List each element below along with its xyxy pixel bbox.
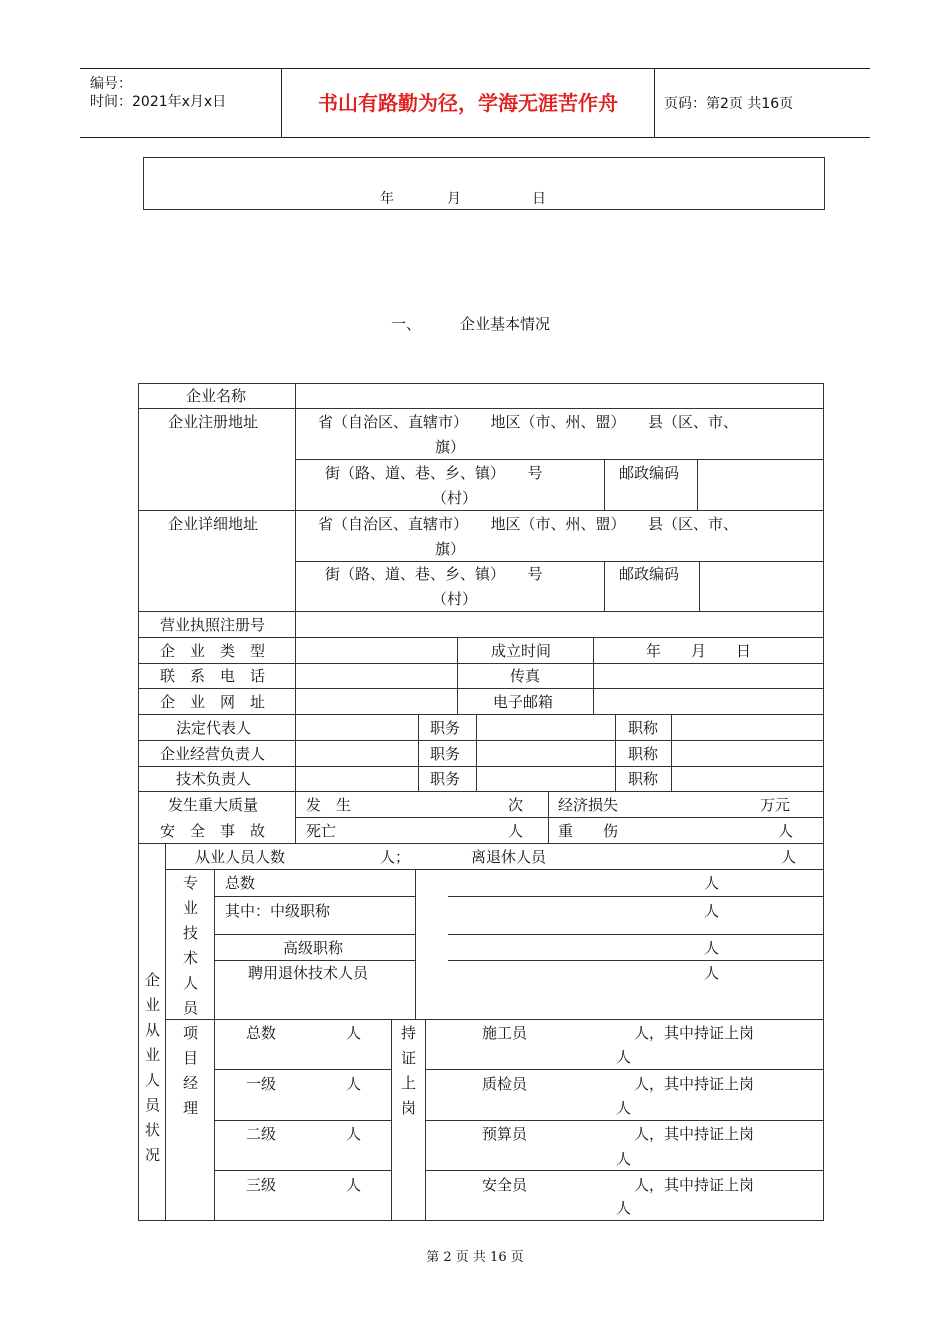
staff-count-label: 从业人员人数 [195, 848, 286, 866]
date-year: 年 [380, 191, 394, 207]
detail-address-line2a: 街（路、道、巷、乡、镇） 号 [325, 565, 543, 583]
pm-level2-unit: 人 [346, 1125, 362, 1143]
retired-label: 离退休人员 [471, 848, 547, 866]
page-header [80, 68, 870, 138]
qc-note-b: 人 [616, 1099, 632, 1117]
mid-title-label: 其中：中级职称 [225, 902, 331, 920]
safety-note-b: 人 [616, 1199, 632, 1217]
tech-total-label: 总数 [225, 874, 256, 892]
senior-title-unit: 人 [704, 939, 720, 957]
detail-address-line1a: 省（自治区、直辖市） 地区（市、州、盟） 县（区、市、 [318, 515, 739, 533]
accident-label-2: 安 全 事 故 [160, 822, 266, 840]
econ-loss-label: 经济损失 [558, 796, 619, 814]
occur-label: 发 生 [306, 796, 352, 814]
header-motto: 书山有路勤为径，学海无涯苦作舟 [318, 91, 618, 115]
tech-total-unit: 人 [704, 874, 720, 892]
detail-postcode-label: 邮政编码 [619, 565, 680, 583]
retired-tech-label: 聘用退休技术人员 [248, 964, 369, 982]
qc-label: 质检员 [482, 1075, 528, 1093]
staff-count-unit: 人； [380, 848, 411, 866]
page-footer: 第 2 页 共 16 页 [426, 1250, 524, 1265]
pm-level3-label: 三级 [246, 1176, 277, 1194]
staff-status-label: 企业从业人员状况 [145, 971, 161, 1164]
time-label: 时间：2021年x月x日 [90, 94, 227, 110]
reg-address-line2a: 街（路、道、巷、乡、镇） 号 [325, 464, 543, 482]
tech-manager-duty: 职务 [430, 770, 461, 788]
tech-staff-label: 专业技术人员 [183, 874, 199, 1017]
detail-address-line1b: 旗） [435, 540, 466, 558]
company-name-label: 企业名称 [186, 387, 247, 405]
section-number: 一、 [391, 315, 422, 333]
retired-tech-unit: 人 [704, 964, 720, 982]
biz-manager-title: 职称 [628, 745, 659, 763]
times-unit: 次 [508, 796, 524, 814]
biz-manager-duty: 职务 [430, 745, 461, 763]
established-ymd: 年 月 日 [646, 642, 752, 660]
company-info-table [138, 383, 824, 1221]
pm-level2-label: 二级 [246, 1125, 277, 1143]
pm-level1-label: 一级 [246, 1075, 277, 1093]
reg-postcode-label: 邮政编码 [619, 464, 680, 482]
established-label: 成立时间 [491, 642, 552, 660]
budgeter-note-b: 人 [616, 1150, 632, 1168]
mid-title-unit: 人 [704, 902, 720, 920]
license-no-label: 营业执照注册号 [160, 616, 266, 634]
detail-address-label: 企业详细地址 [168, 515, 259, 533]
reg-address-label: 企业注册地址 [168, 413, 259, 431]
reg-address-line2b: （村） [432, 489, 478, 507]
company-type-label: 企 业 类 型 [160, 642, 266, 660]
tech-manager-title: 职称 [628, 770, 659, 788]
constructor-label: 施工员 [482, 1024, 528, 1042]
legal-rep-title: 职称 [628, 719, 659, 737]
safety-label: 安全员 [482, 1176, 528, 1194]
wan-yuan-unit: 万元 [760, 796, 791, 814]
phone-label: 联 系 电 话 [160, 667, 266, 685]
date-month: 月 [447, 191, 461, 207]
serial-label: 编号： [90, 76, 132, 92]
legal-rep-label: 法定代表人 [176, 719, 252, 737]
email-label: 电子邮箱 [493, 693, 554, 711]
accident-label-1: 发生重大质量 [168, 796, 259, 814]
date-day: 日 [532, 191, 546, 207]
legal-rep-duty: 职务 [430, 719, 461, 737]
pm-level1-unit: 人 [346, 1075, 362, 1093]
page-info: 页码：第2页 共16页 [664, 96, 794, 112]
constructor-note-b: 人 [616, 1048, 632, 1066]
section-title: 企业基本情况 [460, 315, 551, 333]
serious-injury-label: 重 伤 [558, 822, 619, 840]
cert-post-label: 持证上岗 [401, 1024, 417, 1117]
tech-manager-label: 技术负责人 [176, 770, 252, 788]
qc-note-a: 人，其中持证上岗 [634, 1075, 755, 1093]
injury-unit: 人 [778, 822, 794, 840]
retired-unit: 人 [781, 848, 797, 866]
biz-manager-label: 企业经营负责人 [160, 745, 266, 763]
constructor-note-a: 人，其中持证上岗 [634, 1024, 755, 1042]
death-label: 死亡 [306, 822, 337, 840]
budgeter-note-a: 人，其中持证上岗 [634, 1125, 755, 1143]
website-label: 企 业 网 址 [160, 693, 266, 711]
death-unit: 人 [508, 822, 524, 840]
pm-total-unit: 人 [346, 1024, 362, 1042]
reg-address-line1b: 旗） [435, 438, 466, 456]
detail-address-line2b: （村） [432, 590, 478, 608]
fax-label: 传真 [510, 667, 541, 685]
senior-title-label: 高级职称 [283, 939, 344, 957]
pm-label: 项目经理 [183, 1024, 199, 1117]
pm-level3-unit: 人 [346, 1176, 362, 1194]
budgeter-label: 预算员 [482, 1125, 528, 1143]
date-box [143, 157, 825, 210]
pm-total-label: 总数 [246, 1024, 277, 1042]
reg-address-line1a: 省（自治区、直辖市） 地区（市、州、盟） 县（区、市、 [318, 413, 739, 431]
safety-note-a: 人，其中持证上岗 [634, 1176, 755, 1194]
